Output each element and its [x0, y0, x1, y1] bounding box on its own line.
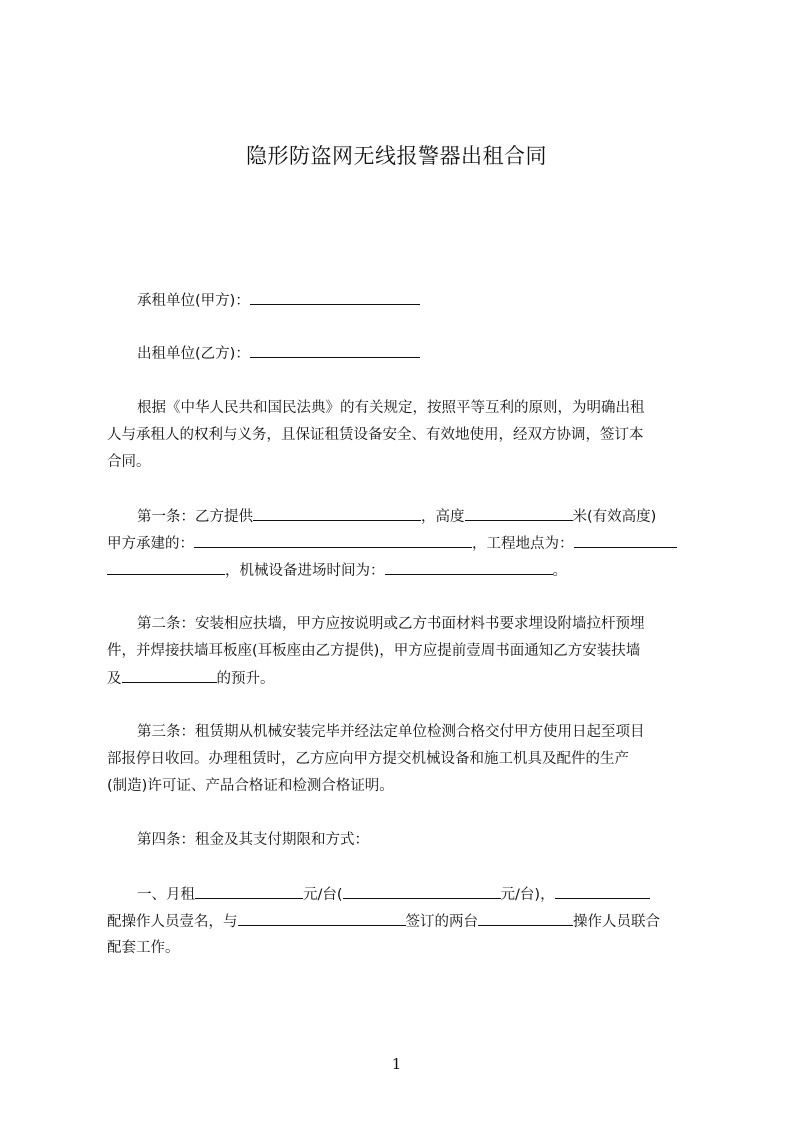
- article-2-line-2: 件，并焊接扶墙耳板座(耳板座由乙方提供)，甲方应提前壹周书面通知乙方安装扶墙: [107, 643, 641, 659]
- article-4-blank-3[interactable]: [555, 884, 650, 899]
- article-1-text-d: 甲方承建的：: [107, 536, 194, 552]
- document-title: 隐形防盗网无线报警器出租合同: [246, 144, 547, 168]
- article-4-text-d: 配操作人员壹名，与: [107, 914, 238, 930]
- lessee-label: 承租单位(甲方)：: [137, 293, 250, 309]
- lessor-line: [137, 343, 420, 364]
- article-4-heading: 第四条：租金及其支付期限和方式：: [137, 832, 369, 848]
- lessee-blank[interactable]: [250, 290, 420, 305]
- intro-line-2: 人与承租人的权利与义务，且保证租赁设备安全、有效地使用，经双方协调，签订本: [107, 427, 644, 443]
- article-1-text-a: 第一条：乙方提供: [137, 509, 253, 525]
- article-1-entry-time-blank[interactable]: [385, 560, 553, 575]
- article-4-equipment-blank[interactable]: [478, 911, 573, 926]
- article-1-line-3: [107, 560, 567, 581]
- article-1-text-e: ，工程地点为：: [472, 536, 574, 552]
- article-3-line-1: 第三条：租赁期从机械安装完毕并经法定单位检测合格交付甲方使用日起至项目: [137, 724, 645, 740]
- article-1-line-1: [137, 506, 656, 527]
- article-1-text-c: 米(有效高度): [572, 509, 657, 525]
- article-1-text-g: 。: [552, 563, 567, 579]
- article-1-project-blank[interactable]: [194, 533, 472, 548]
- article-2-line-1: 第二条：安装相应扶墙，甲方应按说明或乙方书面材料书要求埋设附墙拉杆预埋: [137, 616, 645, 632]
- article-4-text-e: 签订的两台: [405, 914, 478, 930]
- article-4-party-blank[interactable]: [238, 911, 406, 926]
- monthly-rent-uppercase-blank[interactable]: [343, 884, 501, 899]
- article-3-line-3: (制造)许可证、产品合格证和检测合格证明。: [107, 778, 394, 794]
- article-4-line-2: [107, 911, 660, 932]
- article-1-location-blank[interactable]: [574, 533, 677, 548]
- article-1-height-blank[interactable]: [465, 506, 573, 521]
- article-4-line-3: 配套工作。: [107, 940, 180, 956]
- intro-line-3: 合同。: [107, 454, 151, 470]
- article-2-blank[interactable]: [122, 668, 217, 683]
- article-1-equipment-blank[interactable]: [253, 506, 421, 521]
- lessee-line: [137, 290, 420, 311]
- article-4-text-c: 元/台)，: [500, 887, 555, 903]
- article-2-line-3: [107, 668, 275, 689]
- article-4-text-f: 操作人员联合: [573, 914, 660, 930]
- intro-line-1: 根据《中华人民共和国民法典》的有关规定，按照平等互利的原则，为明确出租: [137, 400, 645, 416]
- article-4-text-a: 一、月租: [137, 887, 195, 903]
- article-1-line-2: [107, 533, 677, 554]
- article-4-line-1: [137, 884, 650, 905]
- article-3-line-2: 部报停日收回。办理租赁时，乙方应向甲方提交机械设备和施工机具及配件的生产: [107, 751, 629, 767]
- article-1-location-blank-cont[interactable]: [107, 560, 225, 575]
- monthly-rent-blank[interactable]: [195, 884, 303, 899]
- article-2-text-b: 的预升。: [216, 671, 275, 687]
- article-4-text-b: 元/台(: [303, 887, 343, 903]
- article-2-text-a: 及: [107, 671, 122, 687]
- article-1-text-b: ，高度: [421, 509, 465, 525]
- article-1-text-f: ，机械设备进场时间为：: [225, 563, 385, 579]
- lessor-label: 出租单位(乙方)：: [137, 346, 250, 362]
- page-number: 1: [391, 1055, 402, 1073]
- lessor-blank[interactable]: [250, 343, 420, 358]
